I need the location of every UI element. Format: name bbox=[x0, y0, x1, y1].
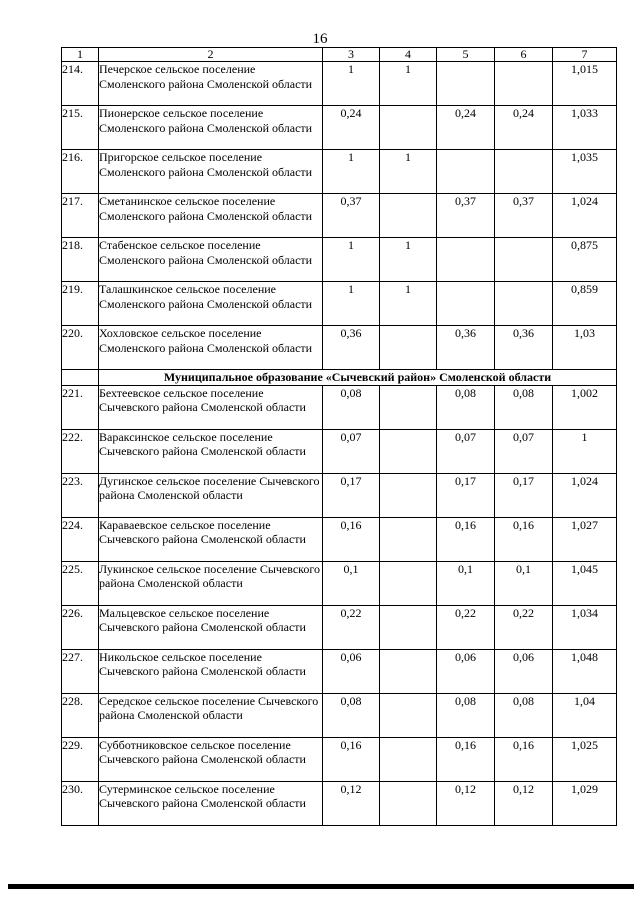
column-3-cell: 1 bbox=[323, 282, 380, 326]
column-6-cell: 0,08 bbox=[495, 385, 553, 429]
row-number-cell: 227. bbox=[62, 649, 99, 693]
column-3-cell: 0,08 bbox=[323, 385, 380, 429]
column-7-cell: 1,03 bbox=[553, 326, 617, 370]
column-3-cell: 1 bbox=[323, 238, 380, 282]
column-5-cell: 0,08 bbox=[437, 385, 495, 429]
municipality-name-cell: Талашкинское сельское поселение Смоленского района Смоленской области bbox=[99, 282, 323, 326]
column-4-cell bbox=[380, 517, 437, 561]
column-3-cell: 1 bbox=[323, 62, 380, 106]
municipality-name-cell: Никольское сельское поселение Сычевского района Смоленской области bbox=[99, 649, 323, 693]
column-3-cell: 0,07 bbox=[323, 429, 380, 473]
row-number-cell: 217. bbox=[62, 194, 99, 238]
table-row bbox=[62, 737, 617, 781]
row-number-cell: 214. bbox=[62, 62, 99, 106]
table-body-after-section bbox=[62, 385, 617, 825]
column-3-cell: 0,06 bbox=[323, 649, 380, 693]
table-body-before-section bbox=[62, 62, 617, 370]
column-5-cell: 0,37 bbox=[437, 194, 495, 238]
header-cell: 7 bbox=[553, 48, 617, 62]
column-4-cell bbox=[380, 385, 437, 429]
table-row bbox=[62, 429, 617, 473]
column-5-cell: 0,36 bbox=[437, 326, 495, 370]
column-4-cell bbox=[380, 429, 437, 473]
row-number-cell: 216. bbox=[62, 150, 99, 194]
column-7-cell: 1,024 bbox=[553, 473, 617, 517]
column-6-cell: 0,24 bbox=[495, 106, 553, 150]
table-row bbox=[62, 282, 617, 326]
table-row bbox=[62, 473, 617, 517]
column-3-cell: 0,37 bbox=[323, 194, 380, 238]
column-5-cell: 0,22 bbox=[437, 605, 495, 649]
bottom-rule bbox=[8, 884, 634, 889]
column-6-cell: 0,17 bbox=[495, 473, 553, 517]
municipality-name-cell: Лукинское сельское поселение Сычевского района Смоленской области bbox=[99, 561, 323, 605]
column-3-cell: 0,16 bbox=[323, 517, 380, 561]
column-5-cell: 0,07 bbox=[437, 429, 495, 473]
column-4-cell bbox=[380, 693, 437, 737]
column-3-cell: 0,1 bbox=[323, 561, 380, 605]
table-row bbox=[62, 693, 617, 737]
table-row bbox=[62, 385, 617, 429]
municipality-name-cell: Дугинское сельское поселение Сычевского района Смоленской области bbox=[99, 473, 323, 517]
column-6-cell: 0,12 bbox=[495, 781, 553, 825]
row-number-cell: 225. bbox=[62, 561, 99, 605]
municipality-name-cell: Хохловское сельское поселение Смоленского района Смоленской области bbox=[99, 326, 323, 370]
column-7-cell: 1,048 bbox=[553, 649, 617, 693]
municipality-name-cell: Субботниковское сельское поселение Сычевского района Смоленской области bbox=[99, 737, 323, 781]
column-4-cell: 1 bbox=[380, 282, 437, 326]
column-6-cell: 0,16 bbox=[495, 517, 553, 561]
column-4-cell bbox=[380, 561, 437, 605]
section-header-row bbox=[62, 370, 617, 386]
column-5-cell: 0,16 bbox=[437, 517, 495, 561]
header-row bbox=[62, 48, 617, 62]
column-5-cell: 0,24 bbox=[437, 106, 495, 150]
row-number-cell: 218. bbox=[62, 238, 99, 282]
header-cell: 4 bbox=[380, 48, 437, 62]
column-5-cell: 0,1 bbox=[437, 561, 495, 605]
column-6-cell: 0,37 bbox=[495, 194, 553, 238]
column-6-cell: 0,22 bbox=[495, 605, 553, 649]
column-5-cell: 0,06 bbox=[437, 649, 495, 693]
column-7-cell: 1 bbox=[553, 429, 617, 473]
municipality-name-cell: Середское сельское поселение Сычевского района Смоленской области bbox=[99, 693, 323, 737]
column-3-cell: 0,16 bbox=[323, 737, 380, 781]
column-6-cell: 0,06 bbox=[495, 649, 553, 693]
municipality-name-cell: Стабенское сельское поселение Смоленского района Смоленской области bbox=[99, 238, 323, 282]
column-4-cell bbox=[380, 737, 437, 781]
row-number-cell: 224. bbox=[62, 517, 99, 561]
table-section bbox=[62, 370, 617, 386]
column-7-cell: 0,875 bbox=[553, 238, 617, 282]
column-4-cell bbox=[380, 106, 437, 150]
column-3-cell: 0,17 bbox=[323, 473, 380, 517]
column-4-cell bbox=[380, 473, 437, 517]
column-6-cell bbox=[495, 282, 553, 326]
table-row bbox=[62, 605, 617, 649]
table-row bbox=[62, 106, 617, 150]
column-7-cell: 1,035 bbox=[553, 150, 617, 194]
column-5-cell bbox=[437, 150, 495, 194]
municipality-name-cell: Мальцевское сельское поселение Сычевского района Смоленской области bbox=[99, 605, 323, 649]
data-table bbox=[61, 47, 617, 826]
table-row bbox=[62, 238, 617, 282]
row-number-cell: 219. bbox=[62, 282, 99, 326]
column-5-cell: 0,08 bbox=[437, 693, 495, 737]
column-4-cell: 1 bbox=[380, 238, 437, 282]
row-number-cell: 228. bbox=[62, 693, 99, 737]
column-6-cell: 0,36 bbox=[495, 326, 553, 370]
column-7-cell: 0,859 bbox=[553, 282, 617, 326]
column-5-cell: 0,12 bbox=[437, 781, 495, 825]
row-number-cell: 221. bbox=[62, 385, 99, 429]
column-5-cell bbox=[437, 282, 495, 326]
column-7-cell: 1,029 bbox=[553, 781, 617, 825]
municipality-name-cell: Пригорское сельское поселение Смоленского района Смоленской области bbox=[99, 150, 323, 194]
column-5-cell: 0,16 bbox=[437, 737, 495, 781]
column-6-cell: 0,07 bbox=[495, 429, 553, 473]
column-5-cell bbox=[437, 238, 495, 282]
row-number-cell: 226. bbox=[62, 605, 99, 649]
row-number-cell: 229. bbox=[62, 737, 99, 781]
header-cell: 6 bbox=[495, 48, 553, 62]
column-6-cell: 0,1 bbox=[495, 561, 553, 605]
column-4-cell bbox=[380, 649, 437, 693]
row-number-cell: 215. bbox=[62, 106, 99, 150]
header-cell: 5 bbox=[437, 48, 495, 62]
municipality-name-cell: Бехтеевское сельское поселение Сычевского района Смоленской области bbox=[99, 385, 323, 429]
header-cell: 1 bbox=[62, 48, 99, 62]
column-7-cell: 1,015 bbox=[553, 62, 617, 106]
header-cell: 3 bbox=[323, 48, 380, 62]
municipality-name-cell: Сутерминское сельское поселение Сычевского района Смоленской области bbox=[99, 781, 323, 825]
column-7-cell: 1,002 bbox=[553, 385, 617, 429]
column-4-cell: 1 bbox=[380, 150, 437, 194]
column-4-cell bbox=[380, 605, 437, 649]
row-number-cell: 222. bbox=[62, 429, 99, 473]
row-number-cell: 230. bbox=[62, 781, 99, 825]
column-7-cell: 1,024 bbox=[553, 194, 617, 238]
header-cell: 2 bbox=[99, 48, 323, 62]
column-3-cell: 0,36 bbox=[323, 326, 380, 370]
table-row bbox=[62, 150, 617, 194]
column-7-cell: 1,04 bbox=[553, 693, 617, 737]
column-6-cell: 0,08 bbox=[495, 693, 553, 737]
column-5-cell bbox=[437, 62, 495, 106]
column-3-cell: 0,12 bbox=[323, 781, 380, 825]
column-4-cell bbox=[380, 194, 437, 238]
column-3-cell: 0,22 bbox=[323, 605, 380, 649]
municipality-name-cell: Караваевское сельское поселение Сычевского района Смоленской области bbox=[99, 517, 323, 561]
municipality-name-cell: Вараксинское сельское поселение Сычевского района Смоленской области bbox=[99, 429, 323, 473]
table-row bbox=[62, 326, 617, 370]
page-number: 16 bbox=[312, 31, 328, 47]
municipality-name-cell: Пионерское сельское поселение Смоленского района Смоленской области bbox=[99, 106, 323, 150]
municipality-name-cell: Сметанинское сельское поселение Смоленского района Смоленской области bbox=[99, 194, 323, 238]
column-7-cell: 1,034 bbox=[553, 605, 617, 649]
table-row bbox=[62, 781, 617, 825]
table-row bbox=[62, 194, 617, 238]
table-row bbox=[62, 62, 617, 106]
column-7-cell: 1,033 bbox=[553, 106, 617, 150]
column-6-cell bbox=[495, 150, 553, 194]
table-row bbox=[62, 649, 617, 693]
column-6-cell bbox=[495, 238, 553, 282]
column-7-cell: 1,025 bbox=[553, 737, 617, 781]
column-4-cell bbox=[380, 781, 437, 825]
municipality-name-cell: Печерское сельское поселение Смоленского района Смоленской области bbox=[99, 62, 323, 106]
table-row bbox=[62, 517, 617, 561]
section-title: Муниципальное образование «Сычевский район» Смоленской области bbox=[99, 370, 617, 386]
table-row bbox=[62, 561, 617, 605]
row-number-cell: 220. bbox=[62, 326, 99, 370]
column-3-cell: 1 bbox=[323, 150, 380, 194]
column-3-cell: 0,08 bbox=[323, 693, 380, 737]
column-6-cell: 0,16 bbox=[495, 737, 553, 781]
column-7-cell: 1,027 bbox=[553, 517, 617, 561]
row-number-cell: 223. bbox=[62, 473, 99, 517]
column-6-cell bbox=[495, 62, 553, 106]
column-4-cell: 1 bbox=[380, 62, 437, 106]
section-empty-cell bbox=[62, 370, 99, 386]
column-3-cell: 0,24 bbox=[323, 106, 380, 150]
column-7-cell: 1,045 bbox=[553, 561, 617, 605]
column-4-cell bbox=[380, 326, 437, 370]
column-5-cell: 0,17 bbox=[437, 473, 495, 517]
